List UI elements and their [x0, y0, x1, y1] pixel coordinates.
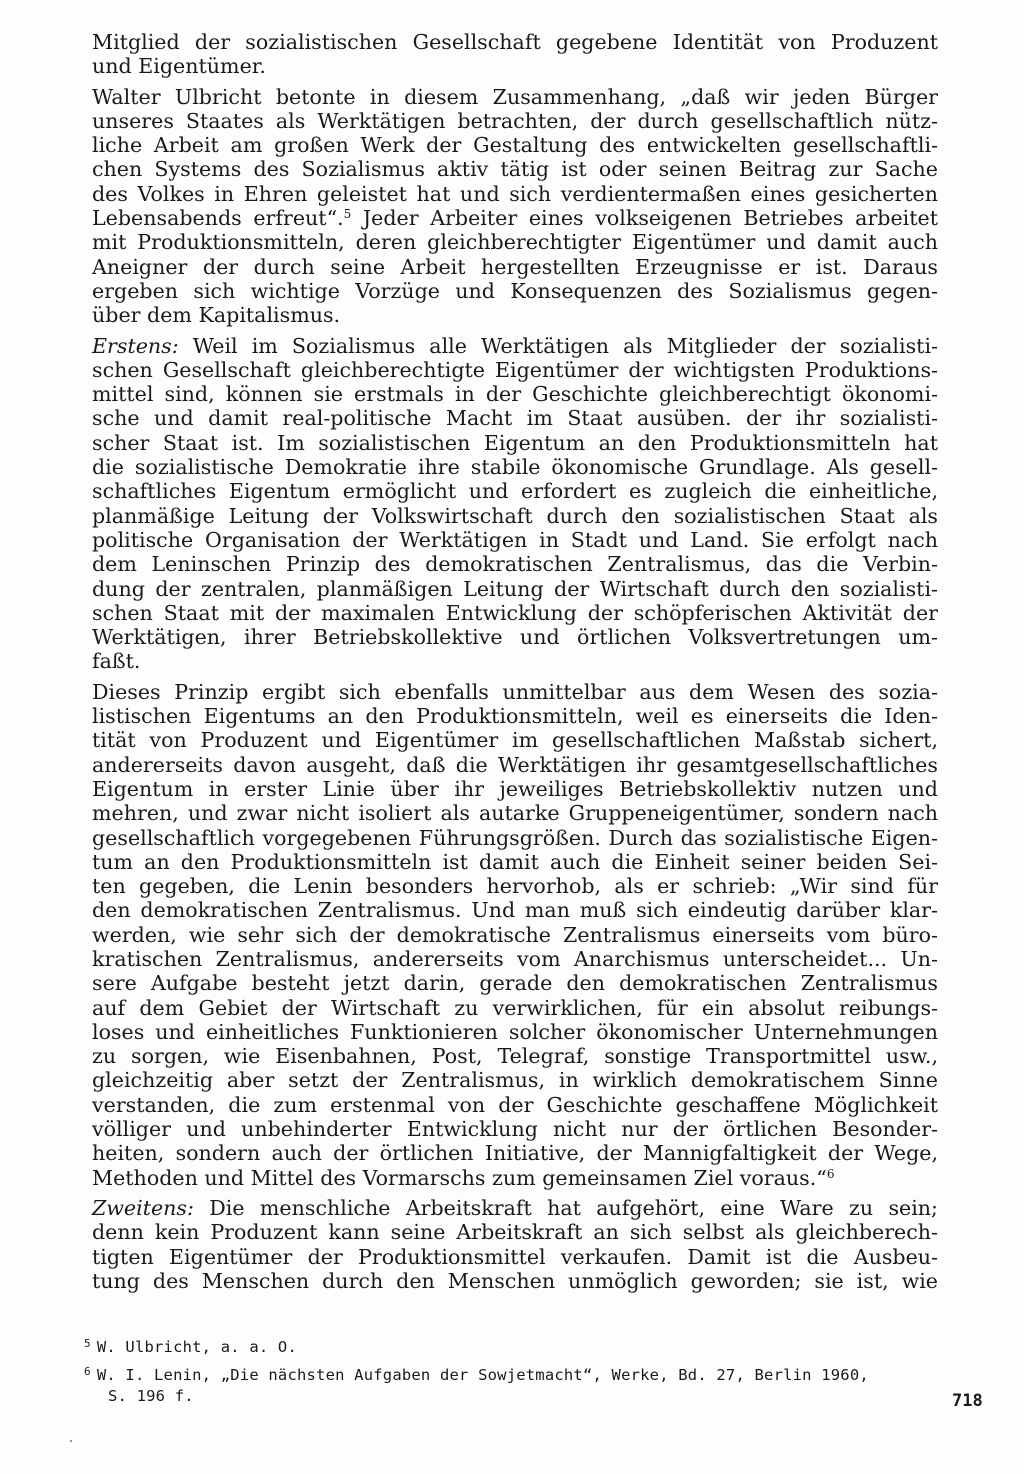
- text-line: die sozialistische Demokratie ihre stabile ökonomische Grundlage. Als gesell-: [92, 455, 938, 480]
- text-segment: Die menschliche Arbeitskraft hat aufgehört, eine Ware zu sein;: [193, 1195, 938, 1220]
- footnote-ref: 5: [343, 207, 352, 222]
- text-line: Werktätigen, ihrer Betriebskollektive und örtlichen Volksvertretungen um-: [92, 625, 938, 650]
- page-number: 718: [952, 1391, 983, 1411]
- text-line: Dieses Prinzip ergibt sich ebenfalls unmittelbar aus dem Wesen des sozia-: [92, 679, 938, 704]
- text-line: unseres Staates als Werktätigen betrachten, der durch gesellschaftlich nütz-: [92, 108, 938, 133]
- text-line: ergeben sich wichtige Vorzüge und Konsequenzen des Sozialismus gegen-: [92, 278, 938, 303]
- paragraph: [92, 30, 938, 79]
- text-line: Mitglied der sozialistischen Gesellschaft gegebene Identität von Produzent: [92, 30, 938, 54]
- text-line: völliger und unbehinderter Entwicklung nicht nur der örtlichen Besonder-: [92, 1117, 938, 1142]
- text-line: verstanden, die zum erstenmal von der Geschichte geschaffene Möglichkeit: [92, 1092, 938, 1117]
- paragraph: [92, 85, 938, 328]
- text-line: gleichzeitig aber setzt der Zentralismus, in wirklich demokratischem Sinne: [92, 1068, 938, 1093]
- text-line: [92, 1166, 938, 1190]
- text-line: tung des Menschen durch den Menschen unmöglich geworden; sie ist, wie: [92, 1268, 938, 1293]
- text-line: zu sorgen, wie Eisenbahnen, Post, Telegraf, sonstige Transportmittel usw.,: [92, 1044, 938, 1069]
- text-line: loses und einheitliches Funktionieren solcher ökonomischer Unternehmungen: [92, 1019, 938, 1044]
- body-text: [92, 30, 938, 1299]
- text-line: faßt.: [92, 649, 141, 674]
- footnote-text: W. Ulbricht, a. a. O.: [96, 1338, 297, 1356]
- text-line: chen Systems des Sozialismus aktiv tätig ist oder seinen Beitrag zur Sache: [92, 157, 938, 182]
- text-line: schaftliches Eigentum ermöglicht und erfordert es zugleich die einheitliche,: [92, 479, 938, 504]
- text-line: tigten Eigentümer der Produktionsmittel verkaufen. Damit ist die Ausbeu-: [92, 1244, 938, 1269]
- text-line: [92, 206, 938, 230]
- footnote-text: S. 196 f.: [108, 1387, 194, 1405]
- text-line: politische Organisation der Werktätigen in Stadt und Land. Sie erfolgt nach: [92, 527, 938, 552]
- text-line: werden, wie sehr sich der demokratische Zentralismus einerseits vom büro-: [92, 922, 938, 947]
- text-line: schen Staat mit der maximalen Entwicklung der schöpferischen Aktivität der: [92, 600, 938, 625]
- text-line: schen Gesellschaft gleichberechtigte Eigentümer der wichtigsten Produktions-: [92, 357, 938, 382]
- footnote-number: 6: [84, 1365, 91, 1378]
- text-line: [92, 334, 938, 358]
- text-line: mittel sind, können sie erstmals in der Geschichte gleichberechtigt ökonomi-: [92, 382, 938, 407]
- paragraph: [92, 334, 938, 674]
- text-line: scher Staat ist. Im sozialistischen Eigentum an den Produktionsmitteln hat: [92, 430, 938, 455]
- text-line: gesellschaftlich vorgegebenen Führungsgrößen. Durch das sozialistische Eigen-: [92, 825, 938, 850]
- text-line: den demokratischen Zentralismus. Und man muß sich eindeutig darüber klar-: [92, 898, 938, 923]
- text-line: auf dem Gebiet der Wirtschaft zu verwirklichen, für ein absolut reibungs-: [92, 995, 938, 1020]
- text-line: sche und damit real-politische Macht im Staat ausüben. der ihr sozialisti-: [92, 406, 938, 431]
- footnote: [84, 1361, 884, 1407]
- text-line: tität von Produzent und Eigentümer im gesellschaftlichen Maßstab sichert,: [92, 728, 938, 753]
- paragraph: [92, 680, 938, 1190]
- text-line: tum an den Produktionsmitteln ist damit auch die Einheit seiner beiden Sei-: [92, 849, 938, 874]
- text-line: denn kein Produzent kann seine Arbeitskraft an sich selbst als gleichberech-: [92, 1220, 938, 1245]
- paragraph-lead: Zweitens:: [92, 1195, 194, 1220]
- text-line: [92, 1196, 938, 1220]
- text-line: Walter Ulbricht betonte in diesem Zusammenhang, „daß wir jeden Bürger: [92, 84, 938, 109]
- scan-speck: [70, 1440, 72, 1442]
- text-segment: Weil im Sozialismus alle Werktätigen als Mitglieder der sozialisti-: [178, 333, 938, 358]
- text-segment: Jeder Arbeiter eines volkseigenen Betriebes arbeitet: [351, 206, 938, 231]
- text-line: und Eigentümer.: [92, 54, 266, 79]
- text-line: Aneigner der durch seine Arbeit hergestellten Erzeugnisse er ist. Daraus: [92, 254, 938, 279]
- text-line: andererseits davon ausgeht, daß die Werktätigen ihr gesamtgesellschaftliches: [92, 752, 938, 777]
- text-line: liche Arbeit am großen Werk der Gestaltung des entwickelten gesellschaftli-: [92, 133, 938, 158]
- text-line: heiten, sondern auch der örtlichen Initiative, der Mannigfaltigkeit der Wege,: [92, 1141, 938, 1166]
- paragraph: [92, 1196, 938, 1293]
- text-segment: Methoden und Mittel des Vormarschs zum gemeinsamen Ziel voraus.“: [92, 1165, 827, 1190]
- text-segment: Lebensabends erfreut“.: [92, 206, 344, 231]
- text-line: über dem Kapitalismus.: [92, 303, 341, 328]
- footnote-text: W. I. Lenin, „Die nächsten Aufgaben der Sowjetmacht“, Werke, Bd. 27, Berlin 1960,: [96, 1366, 869, 1384]
- text-line: des Volkes in Ehren geleistet hat und sich verdientermaßen eines gesicherten: [92, 181, 938, 206]
- text-line: mit Produktionsmitteln, deren gleichberechtigter Eigentümer und damit auch: [92, 230, 938, 255]
- text-line: Eigentum in erster Linie über ihr jeweiliges Betriebskollektiv nutzen und: [92, 776, 938, 801]
- paragraph-lead: Erstens:: [92, 333, 179, 358]
- footnote-number: 5: [84, 1337, 91, 1350]
- text-line: planmäßige Leitung der Volkswirtschaft durch den sozialistischen Staat als: [92, 503, 938, 528]
- text-line: dem Leninschen Prinzip des demokratischen Zentralismus, das die Verbin-: [92, 552, 938, 577]
- footnote: [84, 1333, 884, 1358]
- text-line: mehren, und zwar nicht isoliert als autarke Gruppeneigentümer, sondern nach: [92, 801, 938, 826]
- text-line: ten gegeben, die Lenin besonders hervorhob, als er schrieb: „Wir sind für: [92, 874, 938, 899]
- footnotes: [84, 1333, 884, 1410]
- footnote-ref: 6: [826, 1166, 835, 1181]
- text-line: kratischen Zentralismus, andererseits vom Anarchismus unterscheidet... Un-: [92, 946, 938, 971]
- text-line: dung der zentralen, planmäßigen Leitung der Wirtschaft durch den sozialisti-: [92, 576, 938, 601]
- text-line: listischen Eigentums an den Produktionsmitteln, weil es einerseits die Iden-: [92, 704, 938, 729]
- text-line: sere Aufgabe besteht jetzt darin, gerade den demokratischen Zentralismus: [92, 971, 938, 996]
